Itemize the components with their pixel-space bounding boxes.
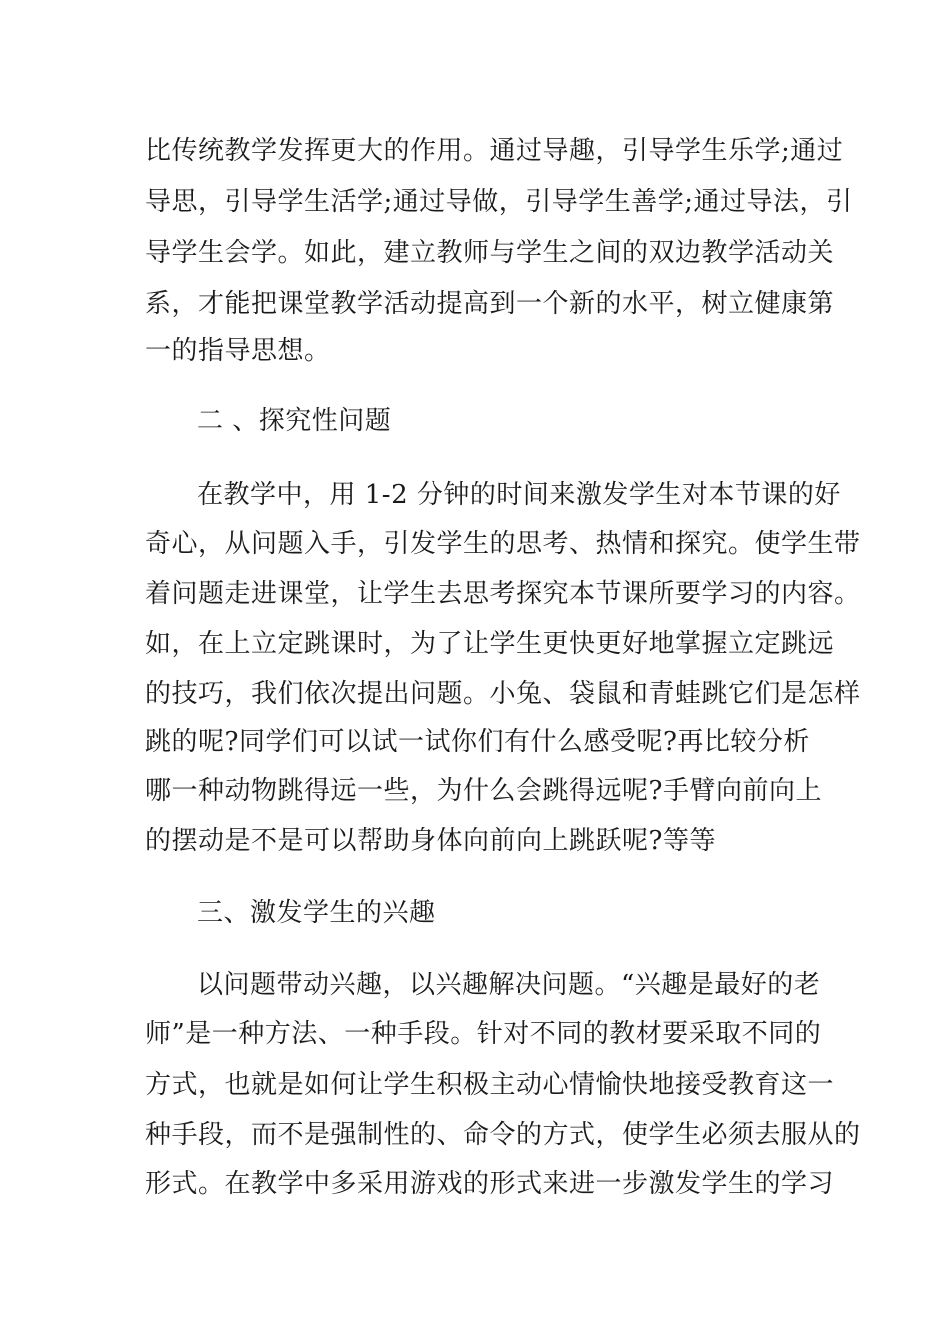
text-line: 跳的呢?同学们可以试一试你们有什么感受呢?再比较分析 — [145, 727, 810, 757]
text-line: 方式，也就是如何让学生积极主动心情愉快地接受教育这一 — [145, 1070, 835, 1100]
text-line: 以问题带动兴趣，以兴趣解决问题。“兴趣是最好的老 — [197, 970, 821, 1000]
text-line: 哪一种动物跳得远一些，为什么会跳得远呢?手臂向前向上 — [145, 776, 822, 806]
text-line: 的摆动是不是可以帮助身体向前向上跳跃呢?等等 — [145, 826, 716, 856]
text-line: 的技巧，我们依次提出问题。小兔、袋鼠和青蛙跳它们是怎样 — [145, 679, 861, 709]
text-line: 师”是一种方法、一种手段。针对不同的教材要采取不同的 — [145, 1019, 822, 1049]
text-line: 形式。在教学中多采用游戏的形式来进一步激发学生的学习 — [145, 1169, 835, 1199]
text-line: 导学生会学。如此，建立教师与学生之间的双边教学活动关 — [145, 238, 835, 268]
text-line: 一的指导思想。 — [145, 336, 331, 366]
text-line: 种手段，而不是强制性的、命令的方式，使学生必须去服从的 — [145, 1120, 861, 1150]
text-line: 在教学中，用 1-2 分钟的时间来激发学生对本节课的好 — [197, 480, 841, 510]
text-line: 比传统教学发挥更大的作用。通过导趣，引导学生乐学;通过 — [145, 136, 844, 166]
section-heading: 三、激发学生的兴趣 — [197, 898, 436, 928]
section-heading: 二 、探究性问题 — [197, 406, 392, 436]
text-line: 导思，引导学生活学;通过导做，引导学生善学;通过导法，引 — [145, 187, 853, 217]
text-line: 着问题走进课堂，让学生去思考探究本节课所要学习的内容。 — [145, 579, 861, 609]
text-line: 奇心，从问题入手，引发学生的思考、热情和探究。使学生带 — [145, 529, 861, 559]
text-line: 如，在上立定跳课时，为了让学生更快更好地掌握立定跳远 — [145, 629, 835, 659]
text-line: 系，才能把课堂教学活动提高到一个新的水平，树立健康第 — [145, 289, 835, 319]
